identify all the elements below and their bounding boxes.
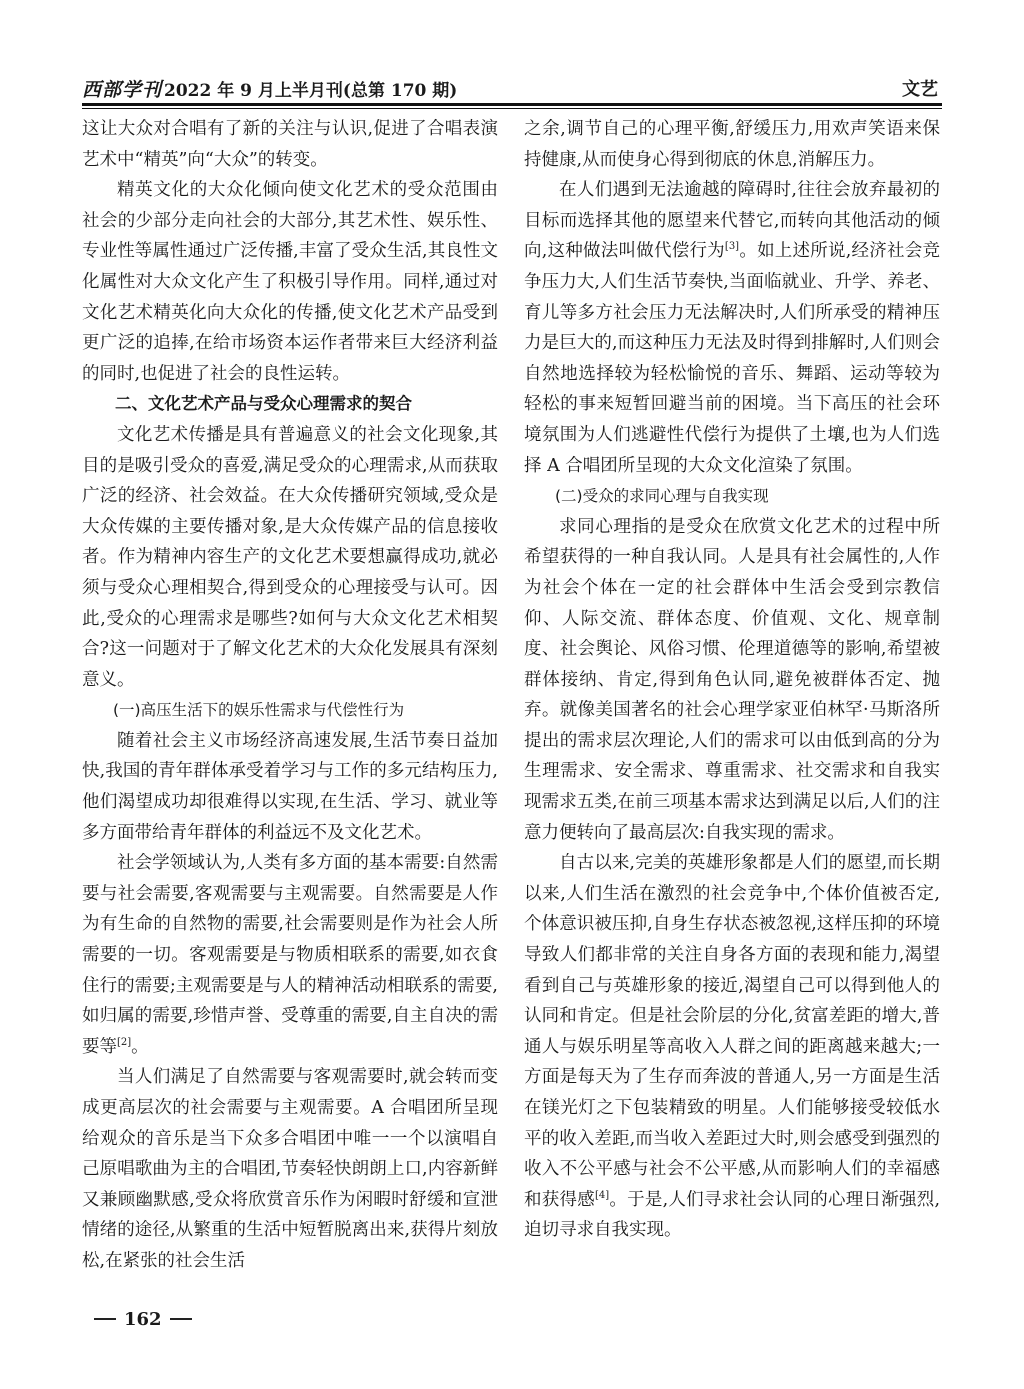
footer-dash-right xyxy=(170,1318,192,1320)
subsection-heading xyxy=(82,695,498,726)
paragraph-text: 当人们满足了自然需要与客观需要时,就会转而变成更高层次的社会需要与主观需要。A 合唱团所呈现给观众的音乐是当下众多合唱团中唯一一个以演唱自己原唱歌曲为主的合唱团,节奏轻快朗朗上口,内容新鲜又兼顾幽默感,受众将欣赏音乐作为闲暇时舒缓和宣泄情绪的途径,从繁重的生活中短暂脱离出来,获得片刻放松,在紧张的社会生活 xyxy=(82,1067,498,1271)
citation-marker: [3] xyxy=(724,241,740,253)
header-left xyxy=(82,75,457,102)
paragraph-text: 之余,调节自己的心理平衡,舒缓压力,用欢声笑语来保持健康,从而使身心得到彻底的休息,消解压力。 xyxy=(524,119,940,170)
right-column xyxy=(524,114,940,1246)
paragraph-text-continued: 。如上述所说,经济社会竞争压力大,人们生活节奏快,当面临就业、升学、养老、育儿等多方社会压力无法解决时,人们所承受的精神压力是巨大的,而这种压力无法及时得到排解时,人们则会自然地选择较为轻松愉悦的音乐、舞蹈、运动等较为轻松的事来短暂回避当前的困境。当下高压的社会环境氛围为人们逃避性代偿行为提供了土壤,也为人们选择 A 合唱团所呈现的大众文化渲染了氛围。 xyxy=(524,241,941,476)
section-label: 文艺 xyxy=(902,79,938,100)
subsection-heading xyxy=(524,481,940,512)
page-number: 162 xyxy=(124,1308,162,1330)
paragraph-text: (一)高压生活下的娱乐性需求与代偿性行为 xyxy=(113,701,405,720)
paragraph-text: 文化艺术传播是具有普遍意义的社会文化现象,其目的是吸引受众的喜爱,满足受众的心理需求,从而获取广泛的经济、社会效益。在大众传播研究领域,受众是大众传媒的主要传播对象,是大众传媒产品的信息接收者。作为精神内容生产的文化艺术要想赢得成功,就必须与受众心理相契合,得到受众的心理接受与认可。因此,受众的心理需求是哪些?如何与大众文化艺术相契合?这一问题对于了解文化艺术的大众化发展具有深刻意义。 xyxy=(82,424,498,690)
body-paragraph xyxy=(82,726,498,848)
paragraph-text-continued: 。于是,人们寻求社会认同的心理日渐强烈,迫切寻求自我实现。 xyxy=(524,1189,941,1241)
journal-logo: 西部学刊 xyxy=(82,78,163,101)
body-paragraph xyxy=(82,420,498,695)
body-paragraph xyxy=(524,512,940,849)
paragraph-text: 二、文化艺术产品与受众心理需求的契合 xyxy=(115,394,412,414)
footer-dash-left xyxy=(94,1318,116,1320)
paragraph-text: 这让大众对合唱有了新的关注与认识,促进了合唱表演艺术中“精英”向“大众”的转变。 xyxy=(82,119,498,170)
page-footer xyxy=(86,1304,200,1334)
header-rule-thick xyxy=(82,103,942,106)
paragraph-text: 求同心理指的是受众在欣赏文化艺术的过程中所希望获得的一种自我认同。人是具有社会属性的,人作为社会个体在一定的社会群体中生活会受到宗教信仰、人际交流、群体态度、价值观、文化、规章制度、社会舆论、风俗习惯、伦理道德等的影响,希望被群体接纳、肯定,得到角色认同,避免被群体否定、抛弃。就像美国著名的社会心理学家亚伯林罕·马斯洛所提出的需求层次理论,人们的需求可以由低到高的分为生理需求、安全需求、尊重需求、社交需求和自我实现需求五类,在前三项基本需求达到满足以后,人们的注意力便转向了最高层次:自我实现的需求。 xyxy=(524,516,940,843)
running-header xyxy=(82,74,938,102)
body-paragraph xyxy=(524,848,940,1246)
paragraph-text: 随着社会主义市场经济高速发展,生活节奏日益加快,我国的青年群体承受着学习与工作的多元结构压力,他们渴望成功却很难得以实现,在生活、学习、就业等多方面带给青年群体的利益远不及文化艺术。 xyxy=(82,730,498,843)
header-rule-thin xyxy=(82,108,942,109)
section-heading xyxy=(82,389,498,420)
paragraph-text: 社会学领域认为,人类有多方面的基本需要:自然需要与社会需要,客观需要与主观需要。自然需要是人作为有生命的自然物的需要,社会需要则是作为社会人所需要的一切。客观需要是与物质相联系的需要,如衣食住行的需要;主观需要是与人的精神活动相联系的需要,如归属的需要,珍惜声誉、受尊重的需要,自主自决的需要等 xyxy=(82,853,498,1057)
citation-marker: [2] xyxy=(117,1036,132,1048)
body-paragraph xyxy=(82,1062,498,1276)
paragraph-text-continued: 。 xyxy=(131,1036,149,1057)
body-paragraph xyxy=(82,848,498,1062)
paragraph-text: 在人们遇到无法逾越的障碍时,往往会放弃最初的目标而选择其他的愿望来代替它,而转向其他活动的倾向,这种做法叫做代偿行为 xyxy=(524,180,940,262)
body-paragraph xyxy=(82,175,498,389)
issue-info: 2022 年 9 月上半月刊(总第 170 期) xyxy=(164,80,458,101)
left-column xyxy=(82,114,498,1277)
paragraph-text: 精英文化的大众化倾向使文化艺术的受众范围由社会的少部分走向社会的大部分,其艺术性、娱乐性、专业性等属性通过广泛传播,丰富了受众生活,其良性文化属性对大众文化产生了积极引导作用。同样,通过对文化艺术精英化向大众化的传播,使文化艺术产品受到更广泛的追捧,在给市场资本运作者带来巨大经济利益的同时,也促进了社会的良性运转。 xyxy=(82,180,498,384)
citation-marker: [4] xyxy=(594,1189,610,1201)
paragraph-text: 自古以来,完美的英雄形象都是人们的愿望,而长期以来,人们生活在激烈的社会竞争中,个体价值被否定,个体意识被压抑,自身生存状态被忽视,这样压抑的环境导致人们都非常的关注自身各方面的表现和能力,渴望看到自己与英雄形象的接近,渴望自己可以得到他人的认同和肯定。但是社会阶层的分化,贫富差距的增大,普通人与娱乐明星等高收入人群之间的距离越来越大;一方面是每天为了生存而奔波的普通人,另一方面是生活在镁光灯之下包装精致的明星。人们能够接受较低水平的收入差距,而当收入差距过大时,则会感受到强烈的收入不公平感与社会不公平感,从而影响人们的幸福感和获得感 xyxy=(524,853,940,1210)
body-paragraph xyxy=(82,114,498,175)
body-paragraph xyxy=(524,175,940,481)
body-paragraph xyxy=(524,114,940,175)
paragraph-text: (二)受众的求同心理与自我实现 xyxy=(555,487,769,506)
